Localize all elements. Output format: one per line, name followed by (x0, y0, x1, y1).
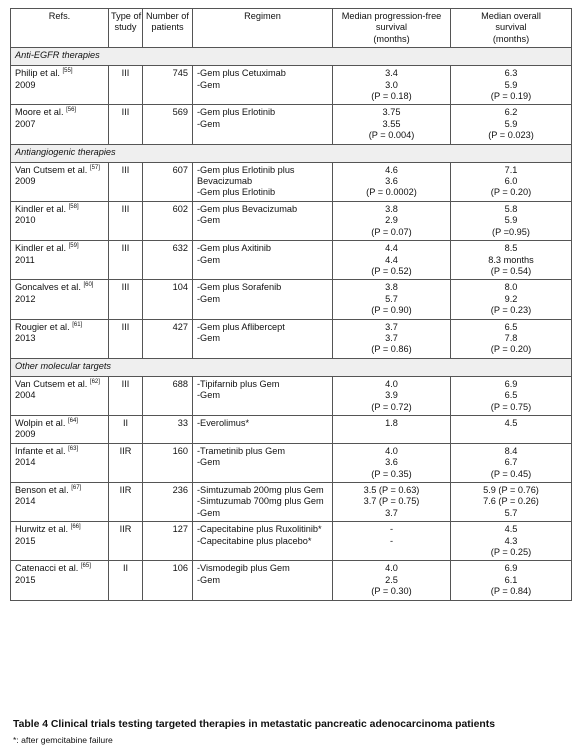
os-value: 8.3 months (488, 254, 534, 265)
section-row (11, 144, 572, 162)
regimen-cell (193, 201, 333, 240)
study-author: Hurwitz et al. (15, 524, 69, 535)
os-value: 5.9 (504, 79, 518, 90)
median-os-cell (451, 280, 572, 319)
median-pfs-cell (333, 280, 451, 319)
median-pfs-cell (333, 522, 451, 561)
pfs-value: 3.7 (385, 507, 398, 518)
pfs-value: 3.8 (385, 203, 398, 214)
regimen-line: -Gem (197, 79, 220, 90)
section-title: Other molecular targets (11, 358, 572, 376)
regimen-line: -Gem (197, 574, 220, 585)
table-row (11, 443, 572, 482)
pfs-value: 3.9 (385, 390, 398, 401)
clinical-trials-table (10, 8, 572, 601)
regimen-line: -Everolimus* (197, 417, 250, 428)
os-value: (P = 0.20) (490, 344, 532, 355)
os-value: 7.8 (504, 332, 518, 343)
patient-count: 607 (143, 162, 193, 201)
study-author-line (15, 282, 104, 293)
patient-count: 33 (143, 415, 193, 443)
study-type: IIR (109, 522, 143, 561)
study-author: Van Cutsem et al. (15, 378, 88, 389)
pfs-value: (P = 0.07) (371, 226, 412, 237)
reference-number: [61] (72, 321, 83, 328)
study-year: 2014 (15, 496, 36, 507)
study-author-line (15, 446, 104, 457)
regimen-line: -Gem (197, 118, 220, 129)
regimen-line: -Gem (197, 293, 220, 304)
median-pfs-cell (333, 162, 451, 201)
table-row (11, 522, 572, 561)
regimen-line: -Gem (197, 507, 220, 518)
os-value: (P = 0.75) (490, 401, 532, 412)
patient-count: 569 (143, 105, 193, 144)
os-value: 5.8 (504, 203, 518, 214)
regimen-line: -Gem plus Erlotinib (197, 107, 276, 118)
median-os-cell (451, 376, 572, 415)
median-pfs-cell (333, 561, 451, 600)
reference-number: [57] (89, 164, 100, 171)
table-row (11, 162, 572, 201)
median-pfs-cell (333, 483, 451, 522)
median-os-cell (451, 162, 572, 201)
study-reference (11, 162, 109, 201)
pfs-value: (P = 0.004) (368, 130, 415, 141)
study-reference (11, 201, 109, 240)
median-os-cell (451, 241, 572, 280)
os-value: 6.5 (504, 321, 518, 332)
os-value: (P = 0.023) (488, 130, 534, 141)
study-type: III (109, 66, 143, 105)
pfs-value: 4.4 (385, 254, 398, 265)
study-type: III (109, 319, 143, 358)
os-value: 6.0 (504, 176, 518, 187)
pfs-value: 3.4 (385, 68, 398, 79)
pfs-value: 4.4 (385, 243, 398, 254)
median-os-cell (451, 201, 572, 240)
median-os-cell (451, 522, 572, 561)
study-type: III (109, 201, 143, 240)
study-author-line (15, 524, 104, 535)
regimen-line: -Gem (197, 390, 220, 401)
reference-number: [64] (67, 417, 78, 424)
median-pfs-cell (333, 415, 451, 443)
os-value: (P = 0.45) (490, 468, 532, 479)
regimen-line: -Simtuzumab 700mg plus Gem (197, 496, 324, 507)
study-reference (11, 105, 109, 144)
pfs-value: - (389, 535, 394, 546)
os-value: 4.5 (504, 524, 518, 535)
regimen-line: -Gem plus Erlotinib plus (197, 164, 295, 175)
pfs-value: - (389, 524, 394, 535)
median-os-cell (451, 483, 572, 522)
study-author-line (15, 563, 104, 574)
os-value: 8.5 (504, 243, 518, 254)
pfs-value: (P = 0.52) (371, 265, 412, 276)
os-value: 6.1 (504, 574, 518, 585)
pfs-value: 3.7 (P = 0.75) (363, 496, 420, 507)
os-value: (P = 0.19) (490, 91, 532, 102)
study-reference (11, 522, 109, 561)
table-caption: Table 4 Clinical trials testing targeted therapies in metastatic pancreatic adenocarcinoma patients (13, 719, 495, 730)
reference-number: [65] (80, 563, 91, 570)
regimen-line: -Gem plus Bevacizumab (197, 203, 298, 214)
header-type-of-study: Type of study (109, 9, 143, 48)
pfs-value: 3.55 (382, 118, 401, 129)
table-row (11, 241, 572, 280)
median-pfs-cell (333, 319, 451, 358)
regimen-cell (193, 319, 333, 358)
study-year: 2015 (15, 535, 36, 546)
study-author: Catenacci et al. (15, 563, 79, 574)
pfs-value: (P = 0.18) (371, 91, 412, 102)
study-author: Benson et al. (15, 485, 69, 495)
regimen-line: -Vismodegib plus Gem (197, 563, 290, 574)
table-row (11, 201, 572, 240)
regimen-cell (193, 66, 333, 105)
median-os-cell (451, 105, 572, 144)
os-value: (P = 0.25) (490, 547, 532, 558)
regimen-line: -Gem plus Sorafenib (197, 282, 282, 293)
table-row (11, 483, 572, 522)
regimen-line: -Gem plus Axitinib (197, 243, 272, 254)
regimen-line: -Capecitabine plus placebo* (197, 535, 312, 546)
os-value: 6.9 (504, 378, 518, 389)
median-pfs-cell (333, 443, 451, 482)
median-pfs-cell (333, 105, 451, 144)
study-reference (11, 319, 109, 358)
regimen-cell (193, 162, 333, 201)
median-pfs-cell (333, 66, 451, 105)
reference-number: [56] (66, 107, 77, 114)
reference-number: [60] (83, 282, 94, 289)
os-value: 7.1 (504, 164, 518, 175)
reference-number: [67] (71, 485, 82, 491)
study-type: III (109, 105, 143, 144)
study-year: 2009 (15, 79, 36, 90)
os-value: 6.7 (504, 457, 518, 468)
study-year: 2013 (15, 332, 36, 343)
study-reference (11, 443, 109, 482)
regimen-line: -Tipifarnib plus Gem (197, 378, 280, 389)
pfs-value: 2.5 (385, 574, 398, 585)
patient-count: 745 (143, 66, 193, 105)
patient-count: 602 (143, 201, 193, 240)
pfs-value: (P = 0.72) (371, 401, 412, 412)
table-row (11, 415, 572, 443)
section-title: Antiangiogenic therapies (11, 144, 572, 162)
pfs-value: 4.0 (385, 445, 398, 456)
study-author-line (15, 243, 104, 254)
study-author: Kindler et al. (15, 203, 67, 214)
header-median-os: Median overall survival (months) (451, 9, 572, 48)
study-author: Wolpin et al. (15, 417, 66, 428)
study-year: 2012 (15, 293, 36, 304)
patient-count: 688 (143, 376, 193, 415)
study-author-line (15, 204, 104, 215)
os-value: 8.4 (504, 445, 518, 456)
header-refs: Refs. (11, 9, 109, 48)
study-type: III (109, 280, 143, 319)
median-os-cell (451, 561, 572, 600)
patient-count: 160 (143, 443, 193, 482)
study-year: 2010 (15, 215, 36, 226)
os-value: 5.7 (504, 507, 518, 518)
table-body (11, 48, 572, 600)
pfs-value: 3.5 (P = 0.63) (363, 485, 420, 495)
study-author-line (15, 485, 104, 496)
study-author-line (15, 418, 104, 429)
regimen-line: -Gem (197, 254, 220, 265)
table-row (11, 319, 572, 358)
os-value: (P = 0.84) (490, 586, 532, 597)
study-type: IIR (109, 443, 143, 482)
study-author: Moore et al. (15, 107, 64, 118)
regimen-line: -Gem (197, 332, 220, 343)
regimen-cell (193, 561, 333, 600)
pfs-value: 3.7 (385, 332, 398, 343)
study-year: 2011 (15, 254, 35, 265)
os-value: 6.2 (504, 107, 518, 118)
regimen-line: -Trametinib plus Gem (197, 445, 285, 456)
header-row (11, 9, 572, 48)
study-reference (11, 376, 109, 415)
study-type: II (109, 561, 143, 600)
pfs-value: 1.8 (385, 417, 398, 428)
study-year: 2009 (15, 176, 36, 187)
pfs-value: (P = 0.90) (371, 305, 412, 316)
table-row (11, 561, 572, 600)
pfs-value: 2.9 (385, 215, 398, 226)
reference-number: [66] (70, 524, 81, 531)
study-author: Infante et al. (15, 445, 66, 456)
os-value: 7.6 (P = 0.26) (483, 496, 539, 507)
table-row (11, 66, 572, 105)
os-value: 6.9 (504, 563, 518, 574)
pfs-value: 3.75 (382, 107, 401, 118)
study-author: Rougier et al. (15, 321, 70, 332)
regimen-cell (193, 105, 333, 144)
study-year: 2015 (15, 574, 36, 585)
pfs-value: (P = 0.35) (371, 468, 412, 479)
os-value: (P = 0.23) (490, 305, 532, 316)
patient-count: 236 (143, 483, 193, 522)
os-value: 5.9 (504, 215, 518, 226)
regimen-cell (193, 443, 333, 482)
study-author-line (15, 165, 104, 176)
os-value: (P = 0.20) (490, 187, 532, 198)
study-type: II (109, 415, 143, 443)
median-pfs-cell (333, 241, 451, 280)
pfs-value: (P = 0.86) (371, 344, 412, 355)
study-author-line (15, 107, 104, 118)
patient-count: 106 (143, 561, 193, 600)
study-author-line (15, 379, 104, 390)
study-author: Kindler et al. (15, 243, 67, 254)
study-year: 2009 (15, 429, 36, 440)
os-value: 5.9 (504, 118, 518, 129)
header-number-of-patients: Number of patients (143, 9, 193, 48)
study-type: IIR (109, 483, 143, 522)
median-os-cell (451, 415, 572, 443)
regimen-line: Bevacizumab (197, 176, 253, 187)
os-value: 6.5 (504, 390, 518, 401)
patient-count: 104 (143, 280, 193, 319)
reference-number: [63] (68, 445, 79, 452)
regimen-cell (193, 483, 333, 522)
study-author: Philip et al. (15, 68, 60, 79)
table-row (11, 105, 572, 144)
regimen-cell (193, 522, 333, 561)
study-type: III (109, 162, 143, 201)
regimen-line: -Gem (197, 457, 220, 468)
pfs-value: 3.6 (385, 457, 398, 468)
study-year: 2004 (15, 390, 36, 401)
regimen-line: -Gem plus Erlotinib (197, 187, 276, 198)
table-row (11, 376, 572, 415)
study-author-line (15, 68, 104, 79)
study-reference (11, 561, 109, 600)
section-row (11, 358, 572, 376)
section-title: Anti-EGFR therapies (11, 48, 572, 66)
regimen-line: -Capecitabine plus Ruxolitinib* (197, 524, 322, 535)
regimen-cell (193, 241, 333, 280)
study-author: Van Cutsem et al. (15, 164, 88, 175)
study-type: III (109, 241, 143, 280)
table-footnote: *: after gemcitabine failure (13, 735, 113, 745)
study-reference (11, 280, 109, 319)
study-year: 2014 (15, 457, 36, 468)
regimen-line: -Gem (197, 215, 220, 226)
os-value: 9.2 (504, 293, 518, 304)
regimen-line: -Gem plus Aflibercept (197, 321, 285, 332)
study-reference (11, 241, 109, 280)
os-value: (P =0.95) (492, 226, 530, 237)
pfs-value: 3.7 (385, 321, 398, 332)
pfs-value: (P = 0.0002) (366, 187, 417, 198)
os-value: 5.9 (P = 0.76) (483, 485, 539, 495)
study-author: Goncalves et al. (15, 282, 81, 293)
median-os-cell (451, 319, 572, 358)
reference-number: [58] (68, 203, 79, 210)
pfs-value: (P = 0.30) (371, 586, 412, 597)
study-reference (11, 483, 109, 522)
table-row (11, 280, 572, 319)
header-median-pfs: Median progression-free survival (months) (333, 9, 451, 48)
patient-count: 427 (143, 319, 193, 358)
study-reference (11, 66, 109, 105)
regimen-cell (193, 415, 333, 443)
pfs-value: 3.6 (385, 176, 398, 187)
median-pfs-cell (333, 201, 451, 240)
pfs-value: 5.7 (385, 293, 398, 304)
median-pfs-cell (333, 376, 451, 415)
pfs-value: 3.8 (385, 282, 398, 293)
os-value: 8.0 (504, 282, 518, 293)
regimen-line: -Gem plus Cetuximab (197, 68, 286, 79)
study-reference (11, 415, 109, 443)
pfs-value: 4.0 (385, 563, 398, 574)
reference-number: [55] (62, 68, 73, 75)
patient-count: 127 (143, 522, 193, 561)
study-type: III (109, 376, 143, 415)
regimen-cell (193, 280, 333, 319)
pfs-value: 4.6 (385, 164, 398, 175)
pfs-value: 4.0 (385, 378, 398, 389)
study-year: 2007 (15, 118, 36, 129)
os-value: 4.3 (504, 535, 518, 546)
median-os-cell (451, 66, 572, 105)
patient-count: 632 (143, 241, 193, 280)
regimen-line: -Simtuzumab 200mg plus Gem (197, 485, 324, 495)
os-value: 6.3 (504, 68, 518, 79)
pfs-value: 3.0 (385, 79, 398, 90)
section-row (11, 48, 572, 66)
reference-number: [59] (68, 243, 79, 250)
median-os-cell (451, 443, 572, 482)
os-value: (P = 0.54) (490, 265, 532, 276)
regimen-cell (193, 376, 333, 415)
header-regimen: Regimen (193, 9, 333, 48)
os-value: 4.5 (504, 417, 518, 428)
study-author-line (15, 322, 104, 333)
reference-number: [62] (89, 378, 100, 385)
